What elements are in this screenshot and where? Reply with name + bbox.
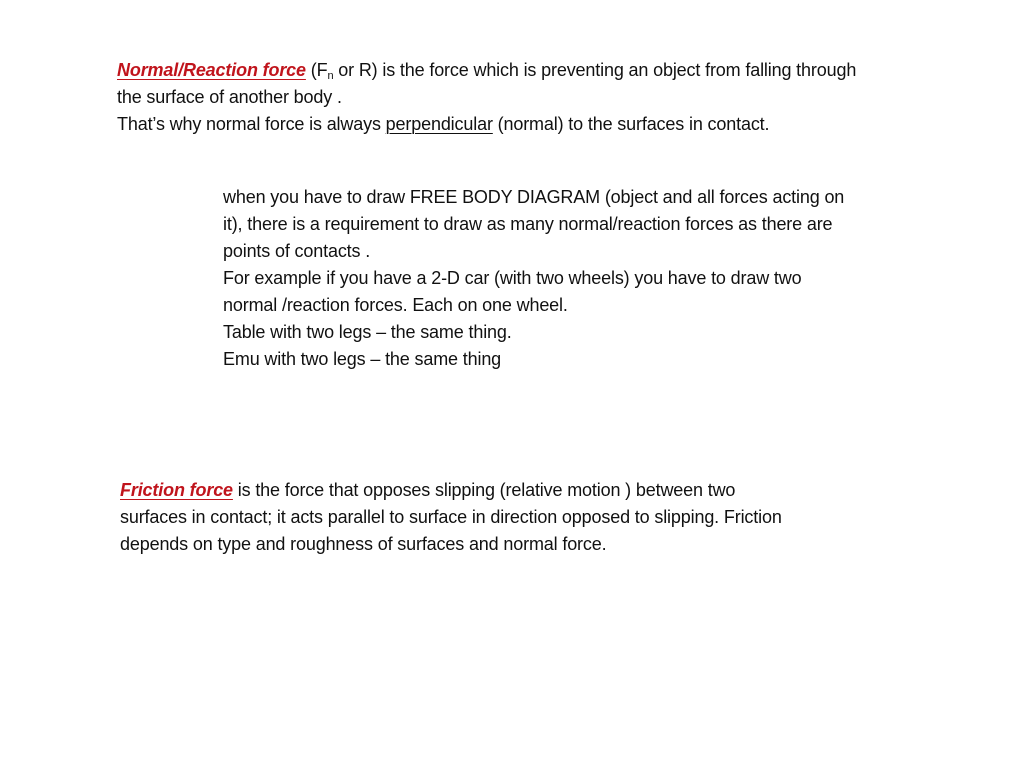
perpendicular-word: perpendicular — [385, 114, 493, 134]
friction-line-1-rest: is the force that opposes slipping (relative motion ) between two — [232, 480, 736, 500]
fbd-line: points of contacts . — [223, 241, 371, 261]
normal-force-line-1 — [117, 57, 1007, 84]
friction-line-2: surfaces in contact; it acts parallel to surface in direction opposed to slipping. Friction — [120, 507, 782, 527]
friction-force-term: Friction force — [120, 480, 233, 500]
normal-force-definition — [117, 57, 1007, 138]
fbd-line: Emu with two legs – the same thing — [223, 349, 502, 369]
normal-force-line-1-rest: or R) is the force which is preventing an object from falling through — [333, 60, 857, 80]
normal-force-line-2: the surface of another body . — [117, 87, 342, 107]
normal-force-line-3-end: (normal) to the surfaces in contact. — [492, 114, 770, 134]
fbd-line: For example if you have a 2-D car (with two wheels) you have to draw two — [223, 268, 802, 288]
fbd-line: when you have to draw FREE BODY DIAGRAM (object and all forces acting on — [223, 187, 845, 207]
normal-force-symbol-subscript: n — [327, 70, 334, 82]
friction-line-3: depends on type and roughness of surfaces and normal force. — [120, 534, 607, 554]
fbd-line: normal /reaction forces. Each on one wheel. — [223, 295, 568, 315]
normal-force-line-3-start: That’s why normal force is always — [117, 114, 386, 134]
normal-force-line-3 — [117, 111, 1007, 138]
fbd-line: it), there is a requirement to draw as many normal/reaction forces as there are — [223, 214, 833, 234]
fbd-line: Table with two legs – the same thing. — [223, 322, 512, 342]
normal-force-term: Normal/Reaction force — [117, 60, 306, 80]
friction-force-definition — [120, 477, 920, 558]
friction-line-1 — [120, 477, 920, 504]
normal-force-symbol-open: (F — [305, 60, 328, 80]
free-body-diagram-note — [223, 184, 983, 373]
